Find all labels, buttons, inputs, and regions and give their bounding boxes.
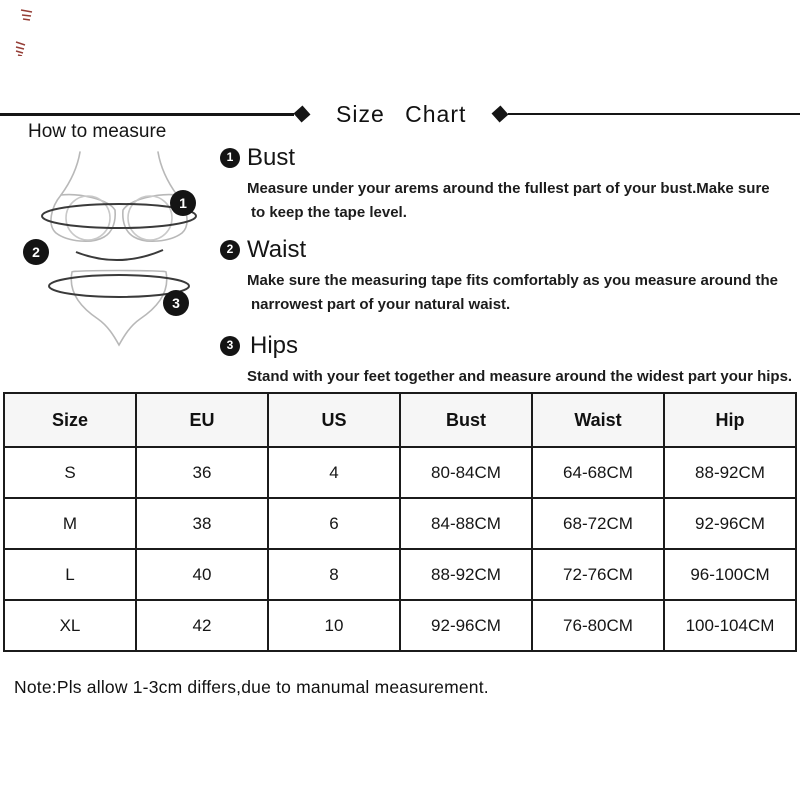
- table-header-eu: EU: [136, 393, 268, 447]
- table-cell: 100-104CM: [664, 600, 796, 651]
- table-cell: 4: [268, 447, 400, 498]
- table-row-s: [4, 447, 796, 498]
- table-cell: 88-92CM: [664, 447, 796, 498]
- badge-1-icon: 1: [220, 148, 240, 168]
- table-cell: 40: [136, 549, 268, 600]
- desc-line: Stand with your feet together and measure around the widest part your hips.: [247, 368, 793, 385]
- svg-text:2: 2: [32, 244, 40, 260]
- section-hips-description: [247, 365, 798, 389]
- table-cell: 6: [268, 498, 400, 549]
- table-row-m: [4, 498, 796, 549]
- table-cell: 72-76CM: [532, 549, 664, 600]
- divider-line-right: [508, 113, 800, 115]
- size-table: [3, 392, 797, 652]
- table-row-xl: [4, 600, 796, 651]
- table-cell: 92-96CM: [400, 600, 532, 651]
- size-table-header-row: [4, 393, 796, 447]
- diamond-icon-left: [294, 106, 311, 123]
- table-cell: M: [4, 498, 136, 549]
- table-cell: 92-96CM: [664, 498, 796, 549]
- desc-line: Measure under your arems around the fullest part of your bust.Make sure: [247, 180, 770, 197]
- desc-line: Make sure the measuring tape fits comfortably as you measure around the: [247, 272, 778, 289]
- table-row-l: [4, 549, 796, 600]
- section-waist: [220, 236, 798, 317]
- section-bust-description: [247, 177, 798, 225]
- measure-diagram: [18, 148, 220, 365]
- table-cell: 96-100CM: [664, 549, 796, 600]
- table-cell: 42: [136, 600, 268, 651]
- table-header-us: US: [268, 393, 400, 447]
- waist-measure-line: [76, 250, 163, 260]
- table-header-hip: Hip: [664, 393, 796, 447]
- section-hips-heading: [220, 332, 798, 359]
- note-text: Note:Pls allow 1-3cm differs,due to manumal measurement.: [14, 677, 489, 697]
- table-cell: 68-72CM: [532, 498, 664, 549]
- table-cell: 8: [268, 549, 400, 600]
- badge-3-icon: 3: [220, 336, 240, 356]
- diamond-icon-right: [492, 106, 509, 123]
- section-waist-title: Waist: [247, 236, 307, 263]
- section-bust-title: Bust: [247, 144, 296, 171]
- table-cell: XL: [4, 600, 136, 651]
- table-cell: S: [4, 447, 136, 498]
- table-cell: L: [4, 549, 136, 600]
- svg-text:1: 1: [179, 195, 187, 211]
- table-cell: 38: [136, 498, 268, 549]
- badge-2-icon: 2: [220, 240, 240, 260]
- section-hips-title: Hips: [250, 332, 299, 359]
- table-cell: 10: [268, 600, 400, 651]
- table-cell: 84-88CM: [400, 498, 532, 549]
- bikini-illustration: [18, 148, 220, 360]
- red-mark-icon: [19, 6, 35, 21]
- table-cell: 36: [136, 447, 268, 498]
- diagram-badge-3: [163, 290, 189, 316]
- table-cell: 80-84CM: [400, 447, 532, 498]
- table-header-size: Size: [4, 393, 136, 447]
- desc-line: to keep the tape level.: [251, 204, 407, 221]
- section-bust: [220, 144, 798, 225]
- diagram-badge-1: [170, 190, 196, 216]
- table-header-bust: Bust: [400, 393, 532, 447]
- red-mark-icon: [13, 40, 28, 56]
- diagram-badge-2: [23, 239, 49, 265]
- page-title: Size Chart: [336, 100, 467, 127]
- svg-text:3: 3: [172, 295, 180, 311]
- section-hips: [220, 332, 798, 389]
- section-waist-heading: [220, 236, 798, 263]
- section-waist-description: [247, 269, 798, 317]
- table-header-waist: Waist: [532, 393, 664, 447]
- table-cell: 76-80CM: [532, 600, 664, 651]
- how-to-measure-title: How to measure: [28, 121, 167, 142]
- measure-instructions: [220, 144, 798, 389]
- table-cell: 88-92CM: [400, 549, 532, 600]
- divider-line-left: [0, 113, 294, 116]
- section-bust-heading: [220, 144, 798, 171]
- desc-line: narrowest part of your natural waist.: [251, 296, 511, 313]
- table-cell: 64-68CM: [532, 447, 664, 498]
